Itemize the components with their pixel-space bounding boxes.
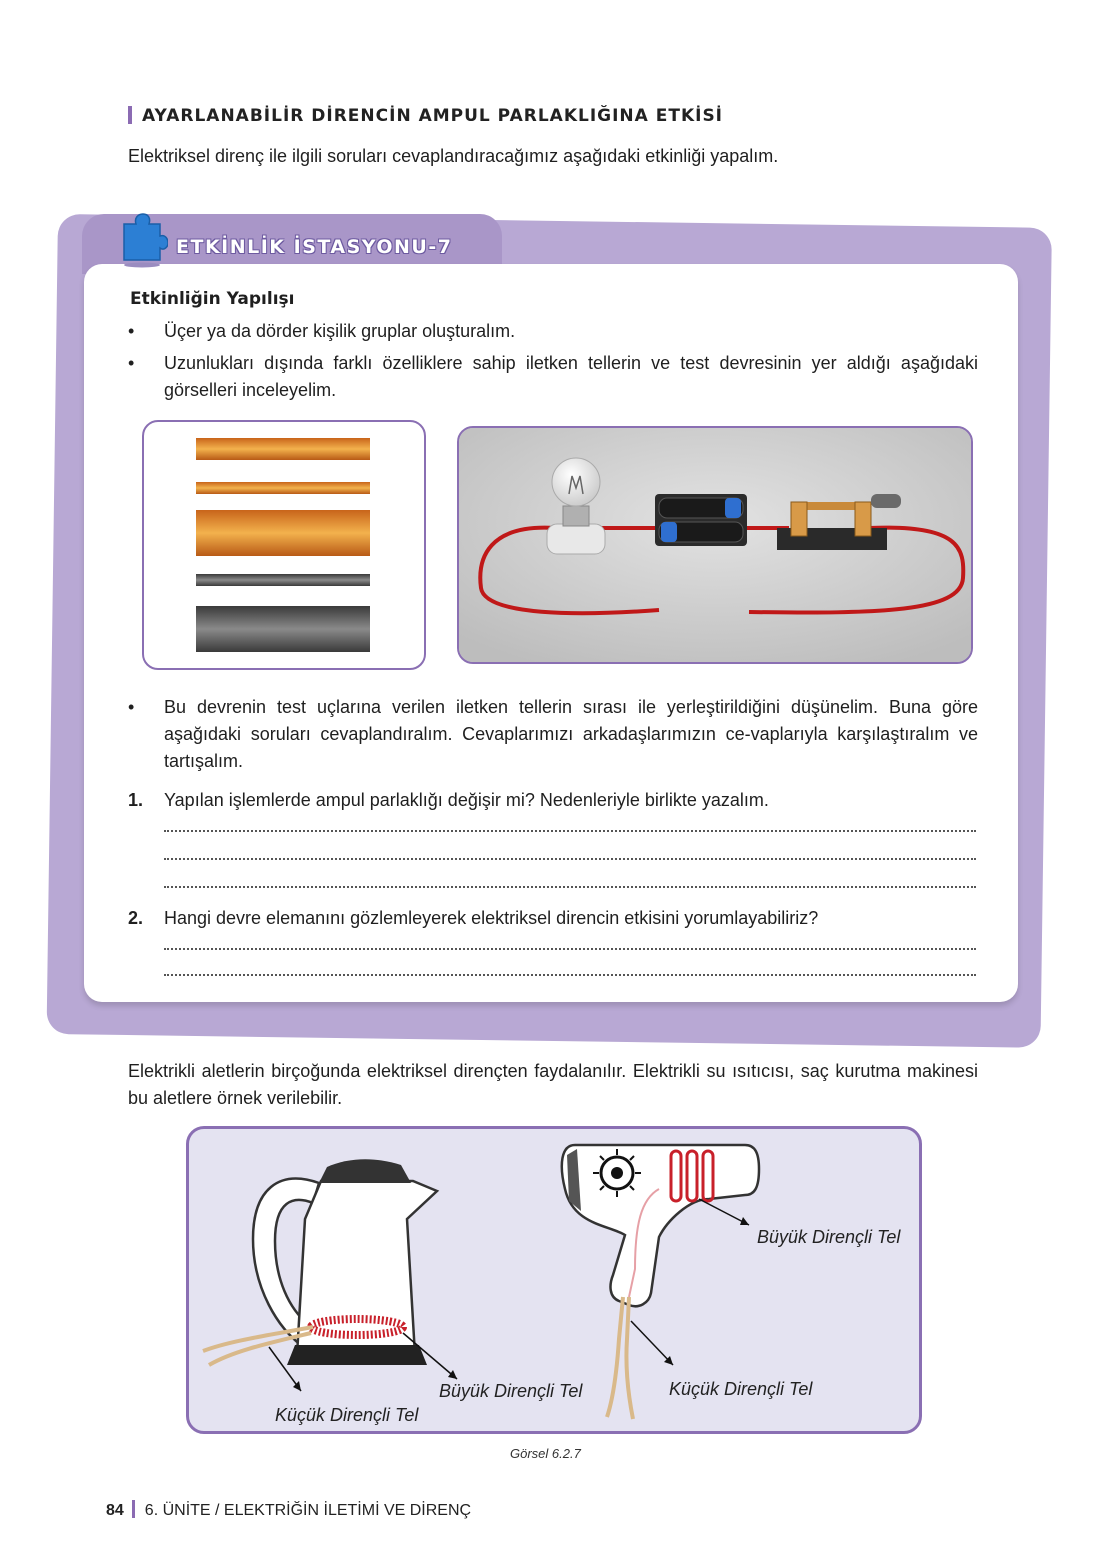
kettle-lid bbox=[319, 1159, 411, 1183]
wire-iron-wide bbox=[196, 606, 370, 652]
activity-title: ETKİNLİK İSTASYONU-7 bbox=[176, 236, 453, 258]
footer-separator bbox=[132, 1500, 135, 1518]
body-paragraph: Elektrikli aletlerin birçoğunda elektriksel dirençten faydalanılır. Elektrikli su ısıtıcısı, saç kurutma makinesi bu aletlere örnek verilebilir. bbox=[128, 1061, 978, 1108]
wire-iron-thin bbox=[196, 574, 370, 586]
battery-2-cap bbox=[661, 522, 677, 542]
footer-unit-title: 6. ÜNİTE / ELEKTRİĞİN İLETİMİ VE DİRENÇ bbox=[144, 1502, 472, 1519]
bullet-dot: • bbox=[128, 321, 135, 341]
label-kettle-big-resistance: Büyük Dirençli Tel bbox=[439, 1381, 583, 1401]
bullet-text: Uzunlukları dışında farklı özelliklere sahip iletken tellerin ve test devresinin yer aldığı aşağıdaki görselleri inceleyelim. bbox=[164, 353, 978, 400]
answer-line[interactable] bbox=[164, 886, 976, 888]
label-dryer-small-resistance: Küçük Dirençli Tel bbox=[669, 1379, 813, 1399]
bullet-text: Üçer ya da dörder kişilik gruplar oluşturalım. bbox=[164, 321, 516, 341]
question-text: Yapılan işlemlerde ampul parlaklığı değişir mi? Nedenleriyle birlikte yazalım. bbox=[164, 790, 769, 810]
appliance-figure bbox=[186, 1126, 922, 1434]
hair-dryer-illustration bbox=[562, 1145, 759, 1419]
title-accent-bar bbox=[128, 106, 132, 124]
section-title-text: AYARLANABİLİR DİRENCİN AMPUL PARLAKLIĞINA ETKİSİ bbox=[142, 106, 724, 126]
wires-svg bbox=[144, 422, 424, 668]
bullet-text: Bu devrenin test uçlarına verilen iletken tellerin sırası ile yerleştirildiğini düşünelim. Buna göre aşağıdaki soruları cevaplandıralım. Cevaplarımızı arkadaşlarımızın ce-vaplarıyla karşılaştıralım ve tartışalım. bbox=[164, 697, 978, 771]
kettle-base bbox=[287, 1345, 427, 1365]
test-holder-knob bbox=[871, 494, 901, 508]
wire-copper-thick bbox=[196, 438, 370, 460]
bullet-dot: • bbox=[128, 353, 135, 373]
wire-copper-thin bbox=[196, 482, 370, 494]
answer-line[interactable] bbox=[164, 974, 976, 976]
question-number: 1. bbox=[128, 790, 144, 810]
answer-line[interactable] bbox=[164, 830, 976, 832]
page-number: 84 bbox=[106, 1502, 124, 1519]
question-text: Hangi devre elemanını gözlemleyerek elektriksel direncin etkisini yorumlayabiliriz? bbox=[164, 908, 819, 928]
label-kettle-small-resistance: Küçük Dirençli Tel bbox=[275, 1405, 419, 1425]
test-terminal-right bbox=[855, 502, 871, 536]
battery-1-cap bbox=[725, 498, 741, 518]
puzzle-icon bbox=[116, 210, 168, 268]
bullet-dot: • bbox=[128, 697, 135, 717]
dryer-fan-hub bbox=[611, 1167, 623, 1179]
dryer-cord bbox=[626, 1297, 633, 1419]
test-terminal-left bbox=[791, 502, 807, 536]
wires-illustration bbox=[142, 420, 426, 670]
dryer-cord bbox=[607, 1297, 623, 1417]
activity-subhead: Etkinliğin Yapılışı bbox=[130, 289, 295, 309]
dryer-body bbox=[562, 1145, 759, 1306]
kettle-body bbox=[297, 1181, 437, 1355]
circuit-illustration bbox=[457, 426, 973, 664]
bullet-item bbox=[128, 694, 978, 776]
wire-copper-wide bbox=[196, 510, 370, 556]
figure-caption: Görsel 6.2.7 bbox=[510, 1446, 581, 1461]
bulb-base bbox=[563, 506, 589, 526]
page-footer bbox=[106, 1500, 471, 1520]
kettle-illustration bbox=[203, 1159, 457, 1391]
section-title bbox=[128, 106, 723, 126]
bullet-item bbox=[128, 350, 978, 406]
pointer-arrowhead bbox=[448, 1370, 457, 1379]
circuit-svg bbox=[459, 428, 971, 662]
bulb-socket bbox=[547, 524, 605, 554]
bullet-item bbox=[128, 318, 978, 345]
bulb-glass bbox=[552, 458, 600, 506]
answer-line[interactable] bbox=[164, 948, 976, 950]
answer-line[interactable] bbox=[164, 858, 976, 860]
label-dryer-big-resistance: Büyük Dirençli Tel bbox=[757, 1227, 901, 1247]
pointer-arrow bbox=[631, 1321, 673, 1365]
question-number: 2. bbox=[128, 908, 144, 928]
intro-text: Elektriksel direnç ile ilgili soruları cevaplandıracağımız aşağıdaki etkinliği yapalım. bbox=[128, 146, 779, 166]
